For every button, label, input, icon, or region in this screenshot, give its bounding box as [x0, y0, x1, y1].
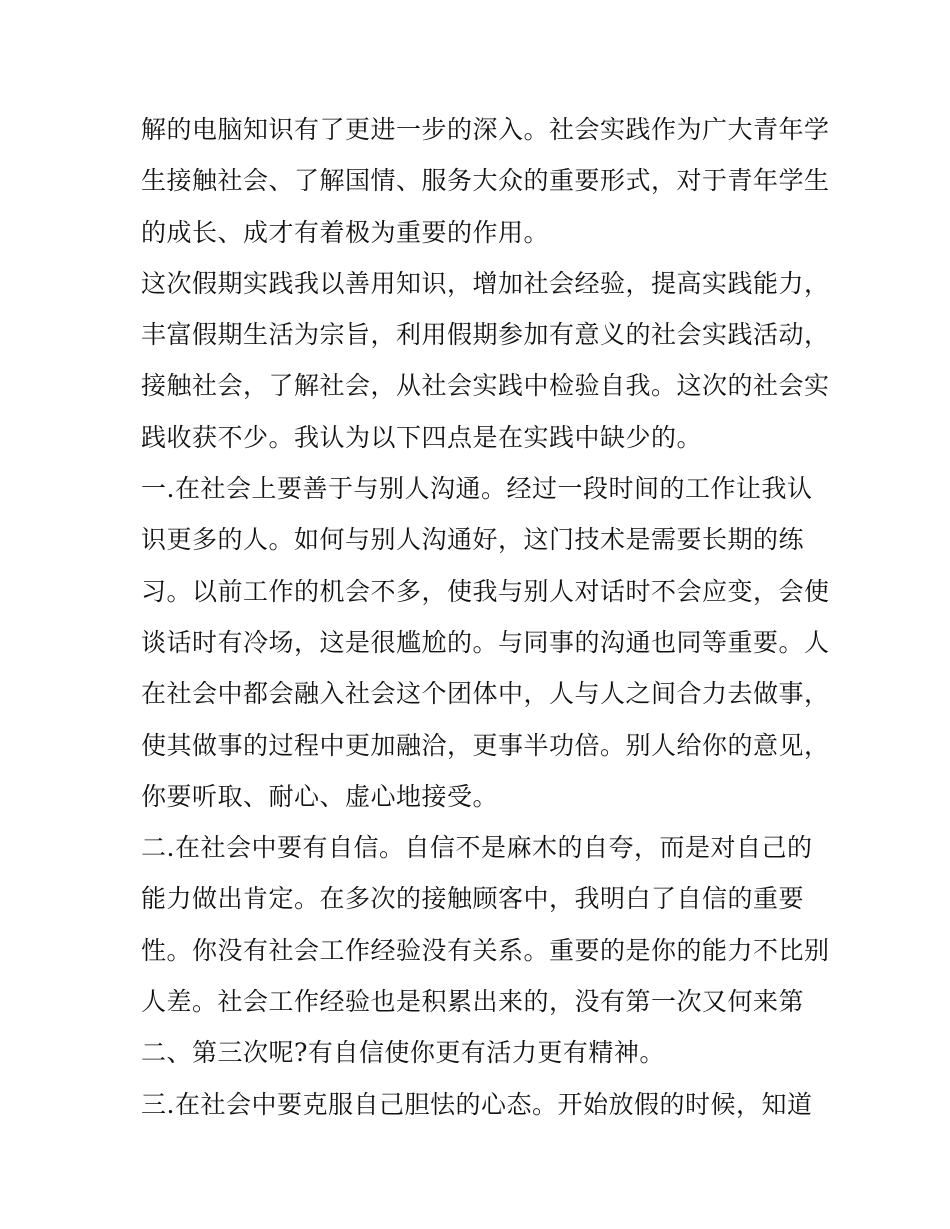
text-line: 习。以前工作的机会不多，使我与别人对话时不会应变，会使 — [141, 576, 830, 606]
text-line: 的成长、成才有着极为重要的作用。 — [141, 217, 550, 247]
text-line: 识更多的人。如何与别人沟通好，这门技术是需要长期的练 — [141, 525, 805, 555]
text-line: 能力做出肯定。在多次的接触顾客中，我明白了自信的重要 — [141, 884, 805, 914]
text-line: 性。你没有社会工作经验没有关系。重要的是你的能力不比别 — [141, 935, 830, 965]
text-line: 使其做事的过程中更加融洽，更事半功倍。别人给你的意见， — [141, 730, 830, 760]
text-line: 人差。社会工作经验也是积累出来的，没有第一次又何来第 — [141, 987, 805, 1017]
text-line: 二.在社会中要有自信。自信不是麻木的自夸，而是对自己的 — [141, 833, 813, 863]
text-line: 一.在社会上要善于与别人沟通。经过一段时间的工作让我认 — [141, 474, 813, 504]
text-line: 三.在社会中要克服自己胆怯的心态。开始放假的时候，知道 — [141, 1089, 813, 1119]
text-line: 丰富假期生活为宗旨，利用假期参加有意义的社会实践活动， — [141, 320, 830, 350]
text-line: 在社会中都会融入社会这个团体中，人与人之间合力去做事， — [141, 679, 830, 709]
text-line: 二、第三次呢?有自信使你更有活力更有精神。 — [141, 1038, 665, 1068]
text-line: 谈话时有冷场，这是很尴尬的。与同事的沟通也同等重要。人 — [141, 627, 830, 657]
text-line: 接触社会，了解社会，从社会实践中检验自我。这次的社会实 — [141, 371, 830, 401]
text-line: 你要听取、耐心、虚心地接受。 — [141, 781, 499, 811]
document-body — [141, 108, 830, 1134]
text-line: 生接触社会、了解国情、服务大众的重要形式，对于青年学生 — [141, 166, 830, 196]
text-line: 践收获不少。我认为以下四点是在实践中缺少的。 — [141, 422, 703, 452]
text-line: 解的电脑知识有了更进一步的深入。社会实践作为广大青年学 — [141, 115, 830, 144]
text-line: 这次假期实践我以善用知识，增加社会经验，提高实践能力， — [141, 268, 830, 298]
